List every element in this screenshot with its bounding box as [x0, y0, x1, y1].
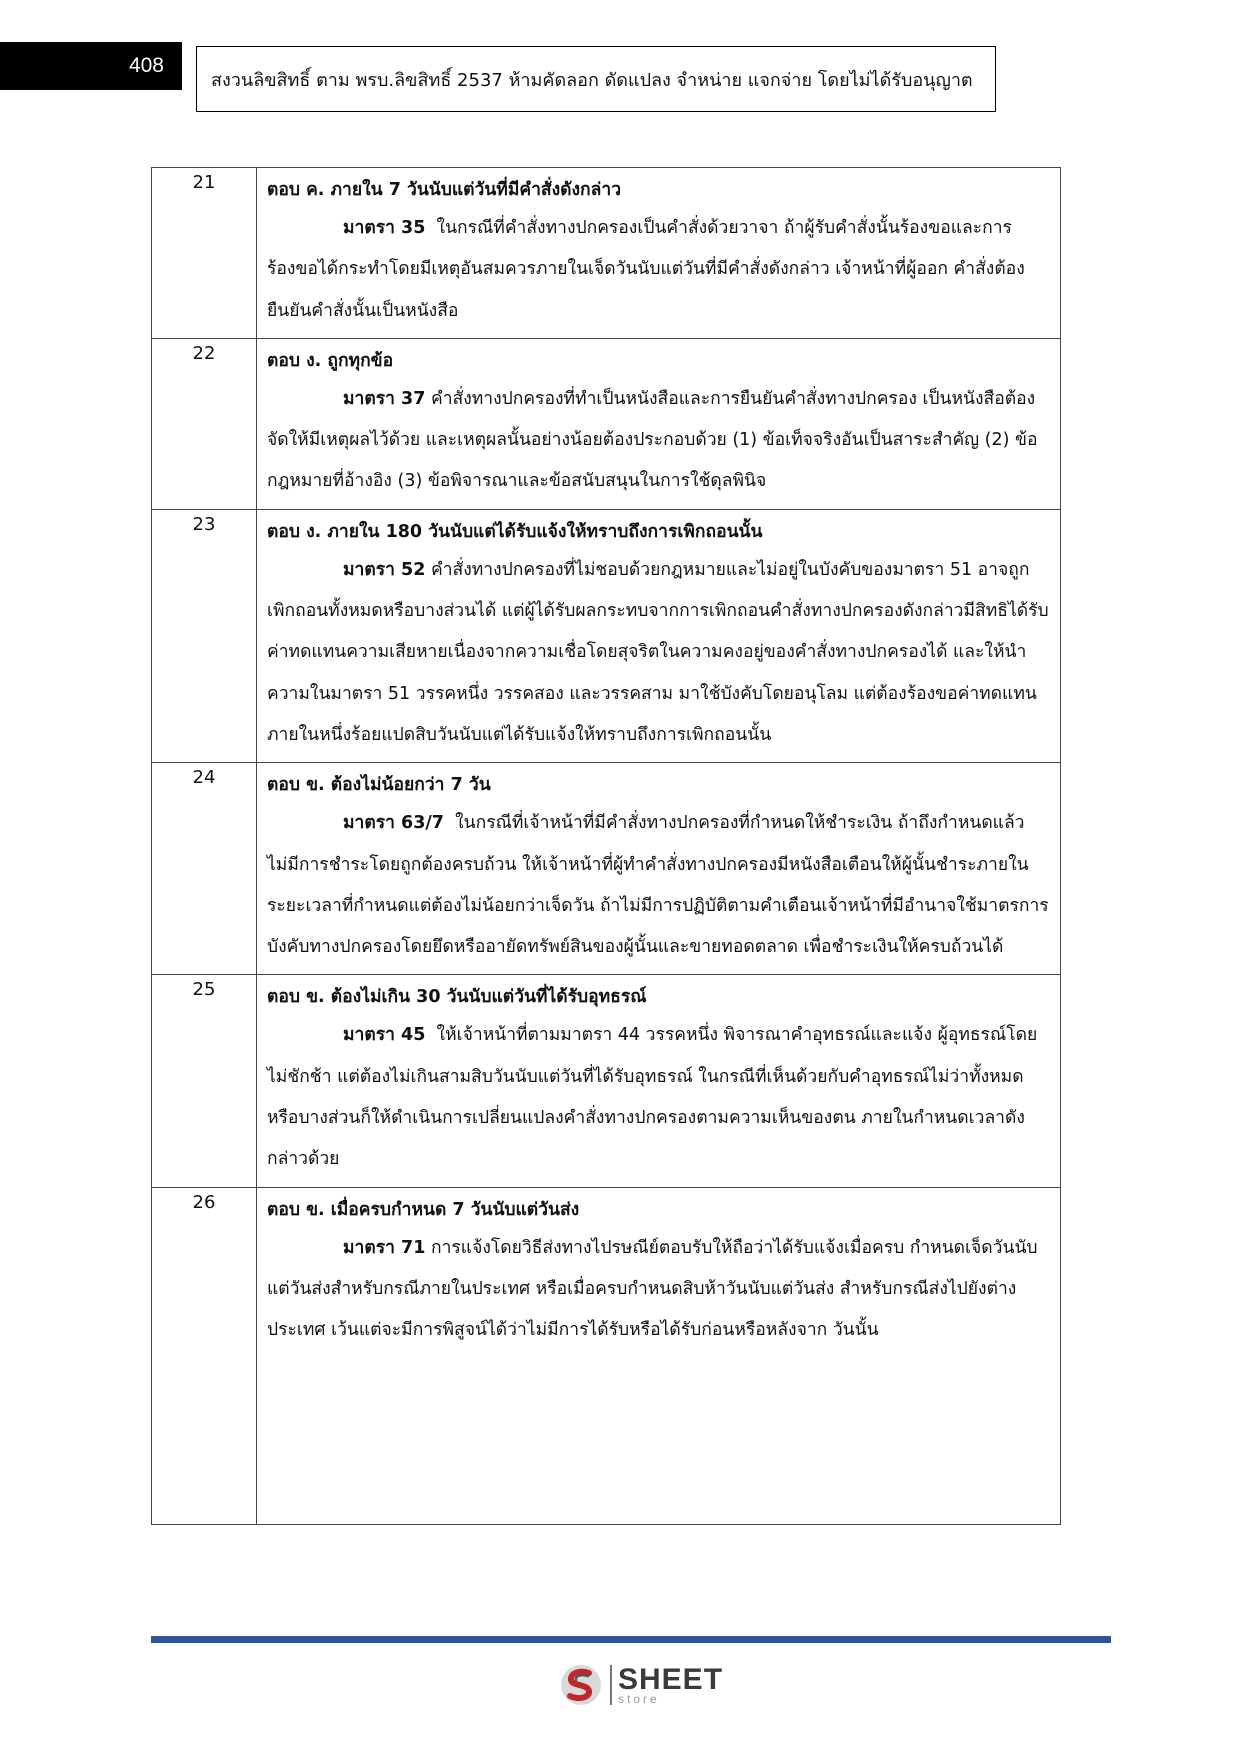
answer-text: ตอบ ง. ถูกทุกข้อ	[267, 350, 394, 371]
question-number: 24	[152, 763, 257, 975]
section-label: มาตรา 37	[343, 388, 426, 409]
explanation	[267, 379, 1050, 503]
sheet-store-logo	[558, 1662, 723, 1708]
section-label: มาตรา 71	[343, 1237, 426, 1258]
explanation	[267, 803, 1050, 968]
section-label: มาตรา 52	[343, 559, 426, 580]
answer-cell	[257, 338, 1061, 509]
footer-rule	[151, 1636, 1111, 1643]
explanation-text: คำสั่งทางปกครองที่ไม่ชอบด้วยกฎหมายและไม่อยู่ในบังคับของมาตรา 51 อาจถูกเพิกถอนทั้งหมดหรือบางส่วนได้ แต่ผู้ได้รับผลกระทบจากการเพิกถอนคำสั่งทางปกครองดังกล่าวมีสิทธิได้รับค่าทดแทนความเสียหายเนื่องจากความเชื่อโดยสุจริตในความคงอยู่ของคำสั่งทางปกครองได้ และให้นำความในมาตรา 51 วรรคหนึ่ง วรรคสอง และวรรคสาม มาใช้บังคับโดยอนุโลม แต่ต้องร้องขอค่าทดแทนภายในหนึ่งร้อยแปดสิบวันนับแต่ได้รับแจ้งให้ทราบถึงการเพิกถอนนั้น	[267, 559, 1049, 745]
question-number: 25	[152, 975, 257, 1187]
answer-cell	[257, 975, 1061, 1187]
question-number: 21	[152, 168, 257, 339]
question-number: 22	[152, 338, 257, 509]
explanation	[267, 1015, 1050, 1180]
answer-table	[151, 167, 1061, 1525]
copyright-header	[196, 46, 996, 112]
explanation-text: คำสั่งทางปกครองที่ทำเป็นหนังสือและการยืนยันคำสั่งทางปกครอง เป็นหนังสือต้องจัดให้มีเหตุผลไว้ด้วย และเหตุผลนั้นอย่างน้อยต้องประกอบด้วย (1) ข้อเท็จจริงอันเป็นสาระสำคัญ (2) ข้อกฎหมายที่อ้างอิง (3) ข้อพิจารณาและข้อสนับสนุนในการใช้ดุลพินิจ	[267, 388, 1038, 492]
answer-cell	[257, 1187, 1061, 1524]
explanation	[267, 1228, 1050, 1352]
answer-text: ตอบ ข. เมื่อครบกำหนด 7 วันนับแต่วันส่ง	[267, 1199, 580, 1220]
question-number: 23	[152, 509, 257, 762]
explanation-text: ให้เจ้าหน้าที่ตามมาตรา 44 วรรคหนึ่ง พิจารณาคำอุทธรณ์และแจ้ง ผู้อุทธรณ์โดยไม่ชักช้า แต่ต้องไม่เกินสามสิบวันนับแต่วันที่ได้รับอุทธรณ์ ในกรณีที่เห็นด้วยกับคำอุทธรณ์ไม่ว่าทั้งหมดหรือบางส่วนก็ให้ดำเนินการเปลี่ยนแปลงคำสั่งทางปกครองตามความเห็นของตน ภายในกำหนดเวลาดังกล่าวด้วย	[267, 1025, 1038, 1170]
answer-cell	[257, 509, 1061, 762]
logo-divider	[610, 1665, 612, 1705]
logo-text	[618, 1665, 723, 1705]
answer-text: ตอบ ค. ภายใน 7 วันนับแต่วันที่มีคำสั่งดังกล่าว	[267, 180, 622, 200]
explanation	[267, 550, 1050, 756]
copyright-notice: สงวนลิขสิทธิ์ ตาม พรบ.ลิขสิทธิ์ 2537 ห้ามคัดลอก ดัดแปลง จำหน่าย แจกจ่าย โดยไม่ได้รับอนุญาต	[211, 69, 973, 91]
table-row	[152, 763, 1061, 975]
answer-cell	[257, 168, 1061, 339]
table-row	[152, 509, 1061, 762]
answer-text: ตอบ ง. ภายใน 180 วันนับแต่ได้รับแจ้งให้ทราบถึงการเพิกถอนนั้น	[267, 521, 763, 542]
explanation	[267, 208, 1050, 332]
section-label: มาตรา 35	[343, 218, 426, 238]
explanation-text: การแจ้งโดยวิธีส่งทางไปรษณีย์ตอบรับให้ถือว่าได้รับแจ้งเมื่อครบ กำหนดเจ็ดวันนับแต่วันส่งสำหรับกรณีภายในประเทศ หรือเมื่อครบกำหนดสิบห้าวันนับแต่วันส่ง สำหรับกรณีส่งไปยังต่างประเทศ เว้นแต่จะมีการพิสูจน์ได้ว่าไม่มีการได้รับหรือได้รับก่อนหรือหลังจาก วันนั้น	[267, 1237, 1038, 1341]
sheet-store-s-icon	[558, 1662, 604, 1708]
page-number: 408	[128, 54, 164, 77]
explanation-text: ในกรณีที่เจ้าหน้าที่มีคำสั่งทางปกครองที่กำหนดให้ชำระเงิน ถ้าถึงกำหนดแล้วไม่มีการชำระโดยถูกต้องครบถ้วน ให้เจ้าหน้าที่ผู้ทำคำสั่งทางปกครองมีหนังสือเตือนให้ผู้นั้นชำระภายในระยะเวลาที่กำหนดแต่ต้องไม่น้อยกว่าเจ็ดวัน ถ้าไม่มีการปฏิบัติตามคำเตือนเจ้าหน้าที่มีอำนาจใช้มาตรการบังคับทางปกครองโดยยึดหรืออายัดทรัพย์สินของผู้นั้นและขายทอดตลาด เพื่อชำระเงินให้ครบถ้วนได้	[267, 813, 1049, 958]
section-label: มาตรา 45	[343, 1025, 426, 1046]
question-number: 26	[152, 1187, 257, 1524]
answer-cell	[257, 763, 1061, 975]
explanation-text: ในกรณีที่คำสั่งทางปกครองเป็นคำสั่งด้วยวาจา ถ้าผู้รับคำสั่งนั้นร้องขอและการร้องขอได้กระทำโดยมีเหตุอันสมควรภายในเจ็ดวันนับแต่วันที่มีคำสั่งดังกล่าว เจ้าหน้าที่ผู้ออก คำสั่งต้องยืนยันคำสั่งนั้นเป็นหนังสือ	[267, 218, 1025, 321]
table-row	[152, 1187, 1061, 1524]
answer-text: ตอบ ข. ต้องไม่เกิน 30 วันนับแต่วันที่ได้รับอุทธรณ์	[267, 987, 647, 1008]
table-row	[152, 338, 1061, 509]
section-label: มาตรา 63/7	[343, 813, 444, 834]
logo-word: SHEET	[618, 1663, 724, 1696]
logo-subword: store	[618, 1692, 660, 1706]
table-row	[152, 168, 1061, 339]
answer-text: ตอบ ข. ต้องไม่น้อยกว่า 7 วัน	[267, 775, 491, 796]
page-number-box	[0, 42, 182, 90]
table-row	[152, 975, 1061, 1187]
